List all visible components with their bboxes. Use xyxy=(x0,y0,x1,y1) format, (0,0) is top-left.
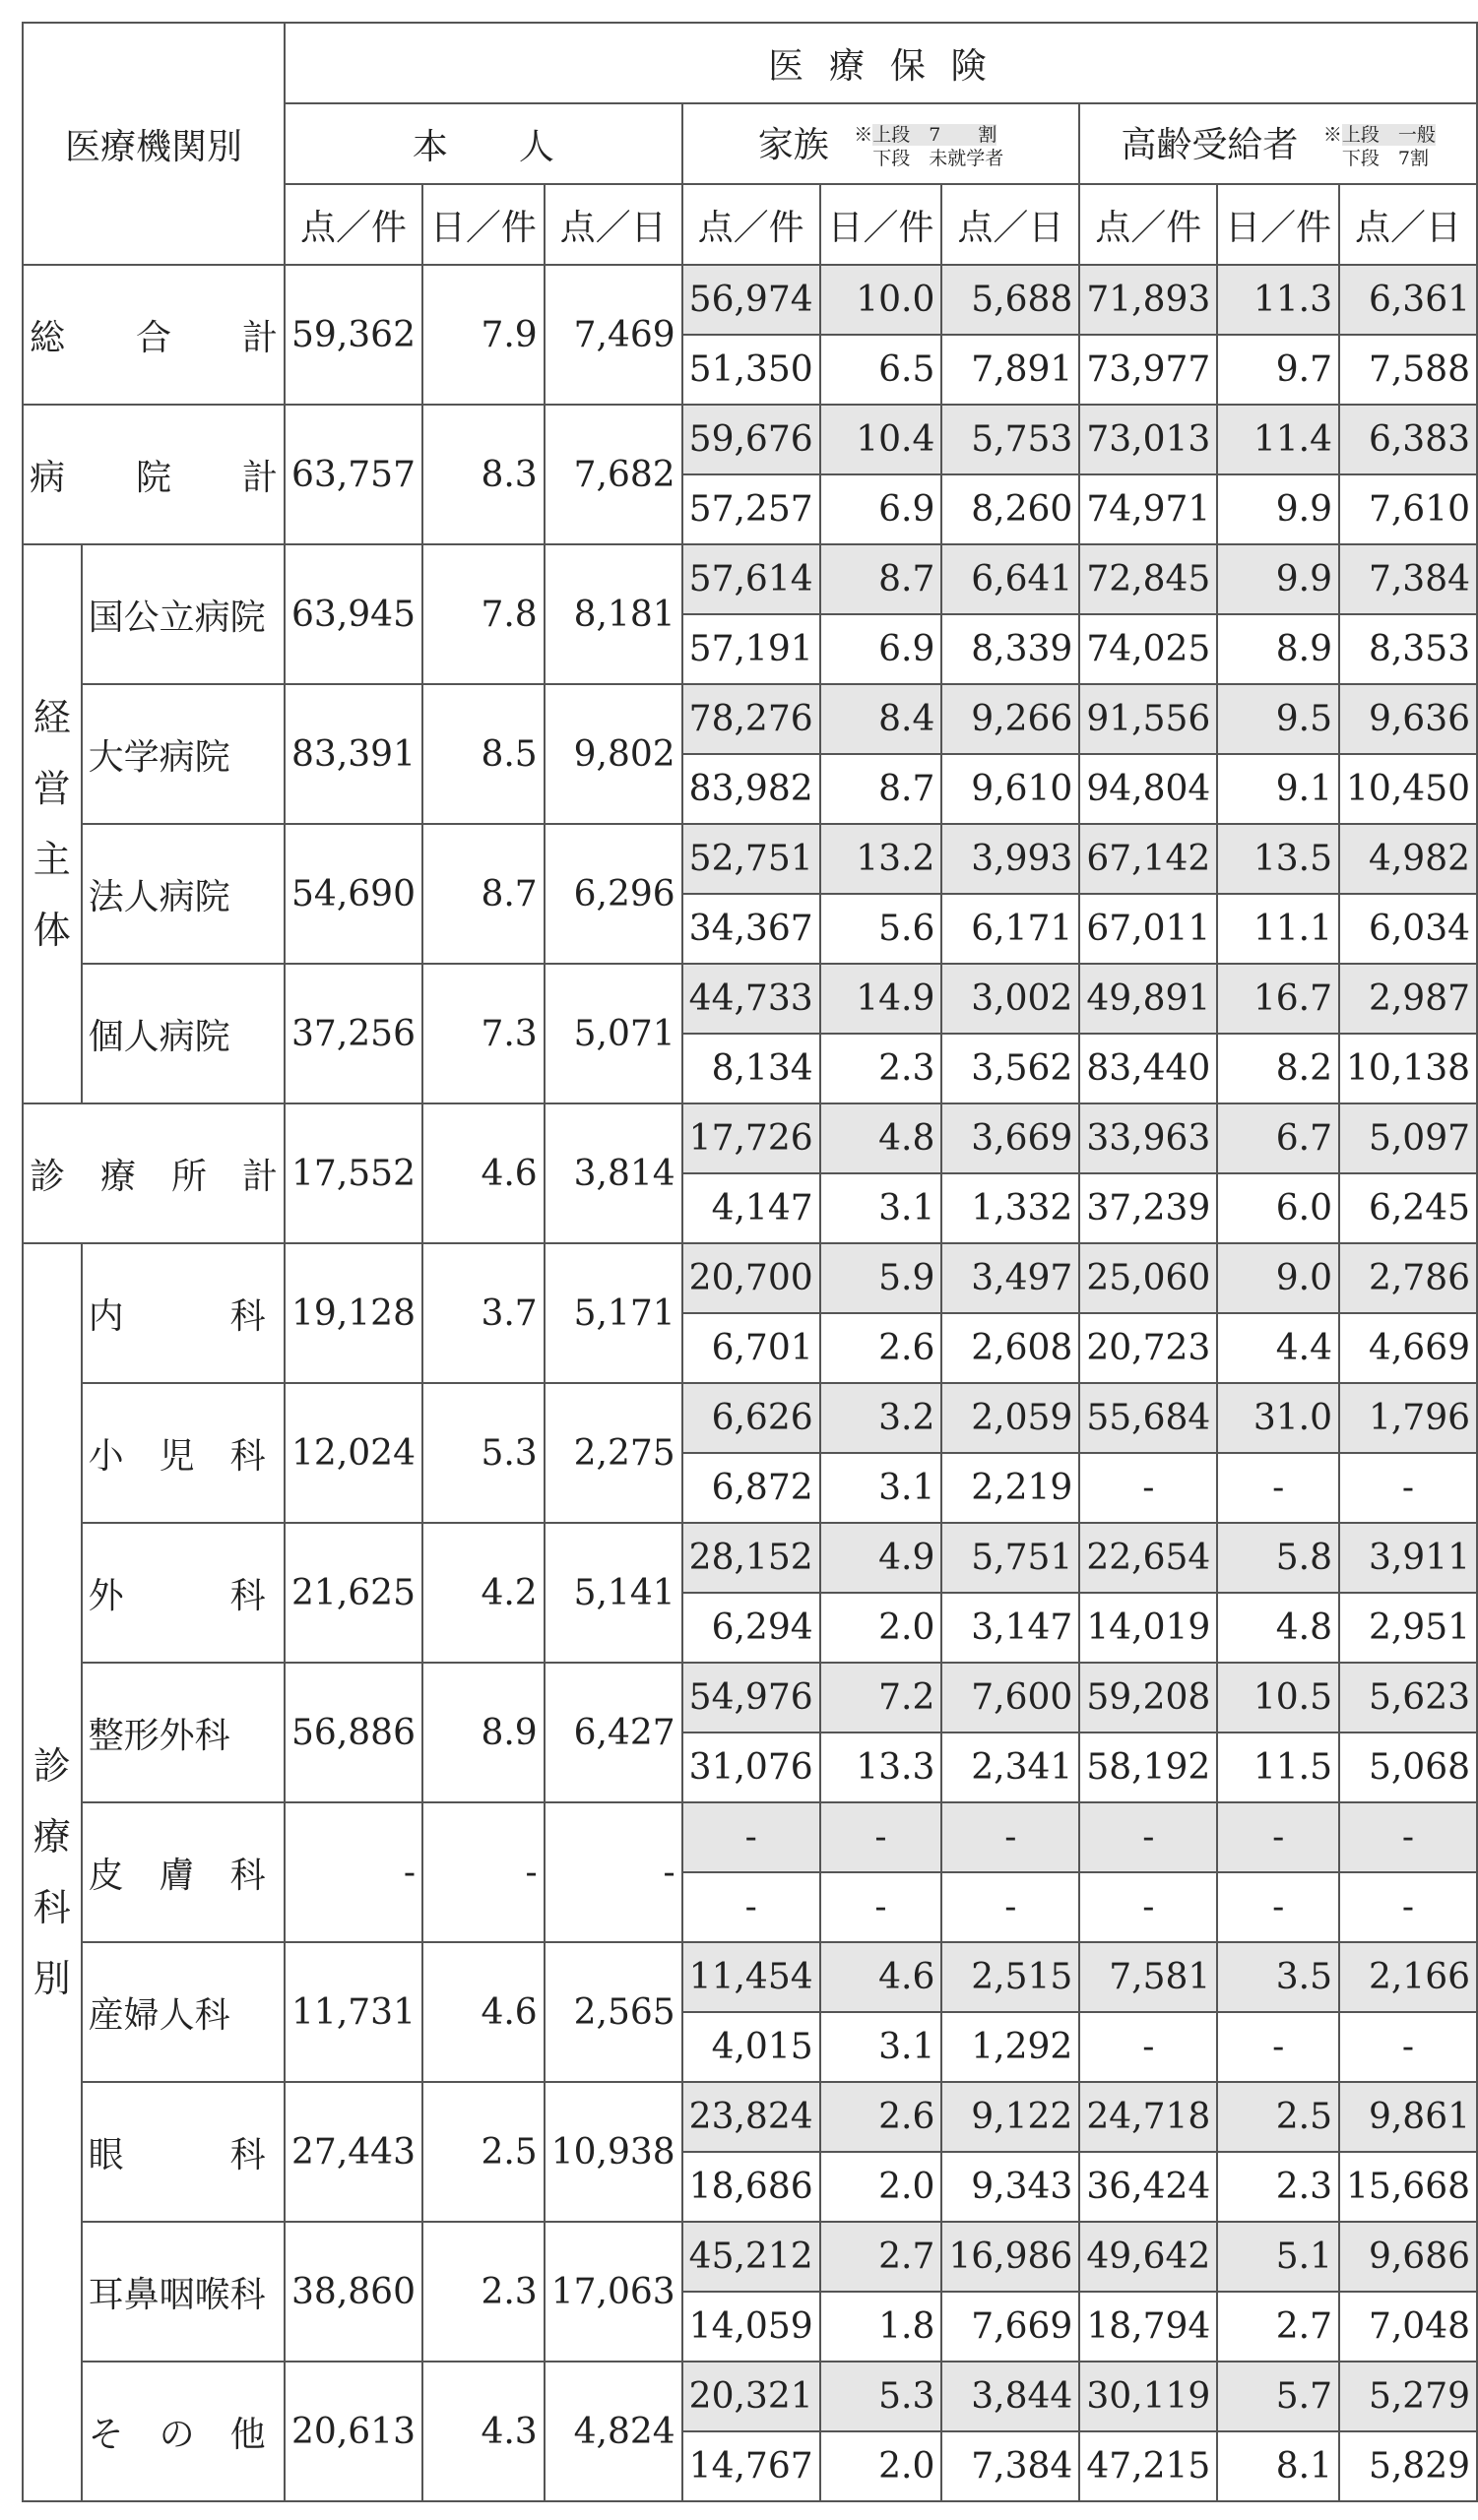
kazoku-upper-cell: 2,515 xyxy=(941,1942,1079,2012)
koureisha-upper-cell: 5,279 xyxy=(1339,2362,1477,2431)
koureisha-lower-cell: 4,669 xyxy=(1339,1313,1477,1383)
honnin-cell: 7.8 xyxy=(422,544,545,684)
koureisha-upper-cell: 33,963 xyxy=(1079,1103,1217,1173)
koureisha-upper-cell: 2,166 xyxy=(1339,1942,1477,2012)
medical-cost-table xyxy=(22,22,1478,2502)
koureisha-upper-cell: 49,891 xyxy=(1079,964,1217,1034)
kazoku-lower-cell: 2,341 xyxy=(941,1732,1079,1802)
honnin-cell: 27,443 xyxy=(285,2082,422,2222)
kazoku-lower-cell: 3,562 xyxy=(941,1034,1079,1103)
koureisha-lower-cell: 8.1 xyxy=(1217,2431,1339,2501)
koureisha-lower-cell: 10,450 xyxy=(1339,754,1477,824)
table-row xyxy=(23,1942,1477,2012)
honnin-cell: 7,469 xyxy=(545,265,682,405)
honnin-cell: 54,690 xyxy=(285,824,422,964)
row-label: 病 院 計 xyxy=(23,405,285,544)
table-row xyxy=(23,824,1477,894)
koureisha-lower-cell: 4.8 xyxy=(1217,1593,1339,1663)
row-label: 外 科 xyxy=(82,1523,285,1663)
kazoku-upper-cell: 3,993 xyxy=(941,824,1079,894)
kazoku-upper-cell: 5,688 xyxy=(941,265,1079,335)
honnin-cell: 8,181 xyxy=(545,544,682,684)
kazoku-upper-cell: 6,641 xyxy=(941,544,1079,614)
koureisha-upper-cell: 6.7 xyxy=(1217,1103,1339,1173)
koureisha-lower-cell: 47,215 xyxy=(1079,2431,1217,2501)
kazoku-lower-cell: - xyxy=(820,1872,942,1942)
koureisha-lower-cell: - xyxy=(1339,1872,1477,1942)
koureisha-note-lower: 下段 7割 xyxy=(1341,147,1429,169)
koureisha-lower-cell: 58,192 xyxy=(1079,1732,1217,1802)
honnin-cell: 59,362 xyxy=(285,265,422,405)
koureisha-upper-cell: 6,361 xyxy=(1339,265,1477,335)
kazoku-upper-cell: 20,321 xyxy=(682,2362,820,2431)
honnin-cell: 4.6 xyxy=(422,1942,545,2082)
honnin-cell: 2.3 xyxy=(422,2222,545,2362)
kazoku-lower-cell: 3.1 xyxy=(820,1453,942,1523)
koureisha-upper-cell: 73,013 xyxy=(1079,405,1217,474)
kazoku-upper-cell: 3,497 xyxy=(941,1243,1079,1313)
kazoku-lower-cell: 57,191 xyxy=(682,614,820,684)
honnin-cell: 37,256 xyxy=(285,964,422,1103)
kazoku-upper-cell: 2.7 xyxy=(820,2222,942,2292)
honnin-cell: 12,024 xyxy=(285,1383,422,1523)
koureisha-upper-cell: 2.5 xyxy=(1217,2082,1339,2152)
kazoku-upper-cell: 13.2 xyxy=(820,824,942,894)
koureisha-lower-cell: 6.0 xyxy=(1217,1173,1339,1243)
kazoku-upper-cell: 28,152 xyxy=(682,1523,820,1593)
kazoku-upper-cell: 2,059 xyxy=(941,1383,1079,1453)
kazoku-lower-cell: 3,147 xyxy=(941,1593,1079,1663)
kazoku-lower-cell: - xyxy=(682,1872,820,1942)
kazoku-upper-cell: 5,753 xyxy=(941,405,1079,474)
honnin-cell: 5,141 xyxy=(545,1523,682,1663)
table-row xyxy=(23,405,1477,474)
koureisha-upper-cell: 3,911 xyxy=(1339,1523,1477,1593)
honnin-cell: 83,391 xyxy=(285,684,422,824)
koureisha-lower-cell: 14,019 xyxy=(1079,1593,1217,1663)
koureisha-upper-cell: 11.4 xyxy=(1217,405,1339,474)
kazoku-label: 家族 xyxy=(757,124,829,165)
row-label: 皮 膚 科 xyxy=(82,1802,285,1942)
kazoku-lower-cell: 7,891 xyxy=(941,335,1079,405)
koureisha-lower-cell: 8,353 xyxy=(1339,614,1477,684)
kazoku-upper-cell: 6,626 xyxy=(682,1383,820,1453)
honnin-cell: 38,860 xyxy=(285,2222,422,2362)
honnin-cell: 63,757 xyxy=(285,405,422,544)
koureisha-lower-cell: 73,977 xyxy=(1079,335,1217,405)
honnin-cell: 10,938 xyxy=(545,2082,682,2222)
kazoku-upper-cell: 3.2 xyxy=(820,1383,942,1453)
kazoku-lower-cell: 8,339 xyxy=(941,614,1079,684)
koureisha-lower-cell: 7,048 xyxy=(1339,2292,1477,2362)
kazoku-lower-cell: 13.3 xyxy=(820,1732,942,1802)
kazoku-upper-cell: 4.8 xyxy=(820,1103,942,1173)
honnin-cell: 19,128 xyxy=(285,1243,422,1383)
koureisha-upper-cell: 9.5 xyxy=(1217,684,1339,754)
kazoku-upper-cell: - xyxy=(820,1802,942,1872)
koureisha-lower-cell: 36,424 xyxy=(1079,2152,1217,2222)
kazoku-upper-cell: 54,976 xyxy=(682,1663,820,1732)
koureisha-upper-cell: 4,982 xyxy=(1339,824,1477,894)
koureisha-lower-cell: 20,723 xyxy=(1079,1313,1217,1383)
koureisha-lower-cell: 9.9 xyxy=(1217,474,1339,544)
koureisha-upper-cell: - xyxy=(1217,1802,1339,1872)
row-label: 大学病院 xyxy=(82,684,285,824)
kazoku-lower-cell: 2.6 xyxy=(820,1313,942,1383)
koureisha-note-mark: ※ xyxy=(1322,123,1342,146)
kazoku-lower-cell: 2.0 xyxy=(820,2431,942,2501)
koureisha-upper-cell: - xyxy=(1339,1802,1477,1872)
koureisha-lower-cell: 83,440 xyxy=(1079,1034,1217,1103)
kazoku-upper-cell: 9,122 xyxy=(941,2082,1079,2152)
koureisha-lower-cell: 2.7 xyxy=(1217,2292,1339,2362)
kazoku-upper-cell: 8.7 xyxy=(820,544,942,614)
kazoku-lower-cell: 3.1 xyxy=(820,2012,942,2082)
honnin-cell: 8.9 xyxy=(422,1663,545,1802)
row-label: 整形外科 xyxy=(82,1663,285,1802)
koureisha-lower-cell: 37,239 xyxy=(1079,1173,1217,1243)
kazoku-upper-cell: 11,454 xyxy=(682,1942,820,2012)
koureisha-upper-cell: 3.5 xyxy=(1217,1942,1339,2012)
honnin-cell: 9,802 xyxy=(545,684,682,824)
kazoku-upper-cell: 10.0 xyxy=(820,265,942,335)
honnin-cell: - xyxy=(285,1802,422,1942)
koureisha-upper-cell: 31.0 xyxy=(1217,1383,1339,1453)
koureisha-upper-cell: 9,686 xyxy=(1339,2222,1477,2292)
kazoku-upper-cell: 56,974 xyxy=(682,265,820,335)
kazoku-upper-cell: 3,844 xyxy=(941,2362,1079,2431)
kazoku-lower-cell: 6,294 xyxy=(682,1593,820,1663)
table-row xyxy=(23,1802,1477,1872)
koureisha-note xyxy=(1323,124,1436,171)
kazoku-lower-cell: 8.7 xyxy=(820,754,942,824)
kazoku-lower-cell: 6.9 xyxy=(820,474,942,544)
kazoku-upper-cell: 2.6 xyxy=(820,2082,942,2152)
kazoku-lower-cell: 14,059 xyxy=(682,2292,820,2362)
koureisha-upper-cell: 22,654 xyxy=(1079,1523,1217,1593)
honnin-cell: 5,171 xyxy=(545,1243,682,1383)
kazoku-lower-cell: 8,260 xyxy=(941,474,1079,544)
honnin-cell: 8.7 xyxy=(422,824,545,964)
subheader-cell: 点／日 xyxy=(545,184,682,265)
honnin-cell: 56,886 xyxy=(285,1663,422,1802)
honnin-cell: 3.7 xyxy=(422,1243,545,1383)
honnin-cell: - xyxy=(545,1802,682,1942)
kazoku-lower-cell: 2.3 xyxy=(820,1034,942,1103)
koureisha-lower-cell: 7,610 xyxy=(1339,474,1477,544)
kazoku-upper-cell: 5.9 xyxy=(820,1243,942,1313)
kazoku-lower-cell: - xyxy=(941,1872,1079,1942)
koureisha-upper-cell: 2,786 xyxy=(1339,1243,1477,1313)
kazoku-lower-cell: 6,872 xyxy=(682,1453,820,1523)
table-row xyxy=(23,1523,1477,1593)
row-label: 耳鼻咽喉科 xyxy=(82,2222,285,2362)
kazoku-lower-cell: 3.1 xyxy=(820,1173,942,1243)
subheader-cell: 点／件 xyxy=(682,184,820,265)
koureisha-lower-cell: 18,794 xyxy=(1079,2292,1217,2362)
koureisha-note-upper: 上段 一般 xyxy=(1341,123,1436,146)
kazoku-lower-cell: 4,147 xyxy=(682,1173,820,1243)
kazoku-upper-cell: 57,614 xyxy=(682,544,820,614)
kazoku-lower-cell: 8,134 xyxy=(682,1034,820,1103)
kazoku-lower-cell: 9,610 xyxy=(941,754,1079,824)
koureisha-upper-cell: 9,861 xyxy=(1339,2082,1477,2152)
honnin-cell: 4.3 xyxy=(422,2362,545,2501)
koureisha-lower-cell: 9.1 xyxy=(1217,754,1339,824)
honnin-cell: 2.5 xyxy=(422,2082,545,2222)
kazoku-upper-cell: 5.3 xyxy=(820,2362,942,2431)
koureisha-upper-cell: 5.8 xyxy=(1217,1523,1339,1593)
koureisha-upper-cell: 5,623 xyxy=(1339,1663,1477,1732)
kazoku-upper-cell: 7.2 xyxy=(820,1663,942,1732)
kazoku-upper-cell: 44,733 xyxy=(682,964,820,1034)
honnin-cell: 8.5 xyxy=(422,684,545,824)
koureisha-lower-cell: - xyxy=(1217,2012,1339,2082)
koureisha-upper-cell: 55,684 xyxy=(1079,1383,1217,1453)
koureisha-lower-cell: - xyxy=(1339,2012,1477,2082)
kazoku-upper-cell: 4.9 xyxy=(820,1523,942,1593)
row-label: そ の 他 xyxy=(82,2362,285,2501)
koureisha-lower-cell: 11.5 xyxy=(1217,1732,1339,1802)
kazoku-upper-cell: 17,726 xyxy=(682,1103,820,1173)
kazoku-lower-cell: 6.5 xyxy=(820,335,942,405)
kazoku-lower-cell: 2.0 xyxy=(820,2152,942,2222)
kazoku-lower-cell: 7,669 xyxy=(941,2292,1079,2362)
koureisha-lower-cell: 2.3 xyxy=(1217,2152,1339,2222)
kazoku-lower-cell: 34,367 xyxy=(682,894,820,964)
honnin-cell: 2,565 xyxy=(545,1942,682,2082)
kazoku-lower-cell: 5.6 xyxy=(820,894,942,964)
honnin-cell: 5,071 xyxy=(545,964,682,1103)
kazoku-upper-cell: 3,002 xyxy=(941,964,1079,1034)
honnin-cell: 5.3 xyxy=(422,1383,545,1523)
kazoku-lower-cell: 6,701 xyxy=(682,1313,820,1383)
kazoku-upper-cell: 7,600 xyxy=(941,1663,1079,1732)
koureisha-upper-cell: 9.0 xyxy=(1217,1243,1339,1313)
kazoku-lower-cell: 14,767 xyxy=(682,2431,820,2501)
subheader-cell: 点／件 xyxy=(1079,184,1217,265)
table-row xyxy=(23,2082,1477,2152)
kazoku-lower-cell: 2,608 xyxy=(941,1313,1079,1383)
kazoku-lower-cell: 7,384 xyxy=(941,2431,1079,2501)
honnin-cell: 7.9 xyxy=(422,265,545,405)
koureisha-upper-cell: 91,556 xyxy=(1079,684,1217,754)
koureisha-upper-cell: 16.7 xyxy=(1217,964,1339,1034)
table-row xyxy=(23,964,1477,1034)
koureisha-lower-cell: 15,668 xyxy=(1339,2152,1477,2222)
kazoku-upper-cell: 20,700 xyxy=(682,1243,820,1313)
row-label: 総 合 計 xyxy=(23,265,285,405)
koureisha-lower-cell: 7,588 xyxy=(1339,335,1477,405)
koureisha-lower-cell: 5,829 xyxy=(1339,2431,1477,2501)
koureisha-upper-cell: 30,119 xyxy=(1079,2362,1217,2431)
honnin-cell: 4.6 xyxy=(422,1103,545,1243)
kazoku-upper-cell: 14.9 xyxy=(820,964,942,1034)
honnin-cell: 7.3 xyxy=(422,964,545,1103)
koureisha-lower-cell: 2,951 xyxy=(1339,1593,1477,1663)
table-row xyxy=(23,2362,1477,2431)
kazoku-note-mark: ※ xyxy=(854,123,873,146)
koureisha-upper-cell: 5,097 xyxy=(1339,1103,1477,1173)
koureisha-upper-cell: 7,384 xyxy=(1339,544,1477,614)
honnin-cell: 7,682 xyxy=(545,405,682,544)
koureisha-lower-cell: 11.1 xyxy=(1217,894,1339,964)
kazoku-upper-cell: 23,824 xyxy=(682,2082,820,2152)
koureisha-upper-cell: 1,796 xyxy=(1339,1383,1477,1453)
subheader-cell: 日／件 xyxy=(422,184,545,265)
row-label: 法人病院 xyxy=(82,824,285,964)
kazoku-upper-cell: - xyxy=(941,1802,1079,1872)
honnin-cell: 8.3 xyxy=(422,405,545,544)
kazoku-lower-cell: 4,015 xyxy=(682,2012,820,2082)
koureisha-label: 高齢受給者 xyxy=(1121,124,1299,165)
koureisha-upper-cell: 49,642 xyxy=(1079,2222,1217,2292)
row-label: 内 科 xyxy=(82,1243,285,1383)
kazoku-upper-cell: 78,276 xyxy=(682,684,820,754)
kazoku-lower-cell: 1,292 xyxy=(941,2012,1079,2082)
kazoku-lower-cell: 2,219 xyxy=(941,1453,1079,1523)
kazoku-lower-cell: 6,171 xyxy=(941,894,1079,964)
koureisha-upper-cell: 25,060 xyxy=(1079,1243,1217,1313)
koureisha-upper-cell: 24,718 xyxy=(1079,2082,1217,2152)
koureisha-lower-cell: - xyxy=(1339,1453,1477,1523)
koureisha-upper-cell: - xyxy=(1079,1802,1217,1872)
koureisha-lower-cell: 6,034 xyxy=(1339,894,1477,964)
kazoku-upper-cell: 52,751 xyxy=(682,824,820,894)
honnin-cell: 63,945 xyxy=(285,544,422,684)
table-row xyxy=(23,1383,1477,1453)
kazoku-note xyxy=(854,124,1003,171)
kazoku-lower-cell: 2.0 xyxy=(820,1593,942,1663)
table-row xyxy=(23,1243,1477,1313)
kazoku-lower-cell: 57,257 xyxy=(682,474,820,544)
row-label: 産婦人科 xyxy=(82,1942,285,2082)
koureisha-upper-cell: 67,142 xyxy=(1079,824,1217,894)
group-label-shinryouka: 診 療 科 別 xyxy=(23,1243,82,2501)
kazoku-note-lower: 下段 未就学者 xyxy=(872,147,1004,169)
row-label: 個人病院 xyxy=(82,964,285,1103)
honnin-cell: 21,625 xyxy=(285,1523,422,1663)
koureisha-lower-cell: 8.2 xyxy=(1217,1034,1339,1103)
kazoku-lower-cell: 51,350 xyxy=(682,335,820,405)
koureisha-upper-cell: 6,383 xyxy=(1339,405,1477,474)
kazoku-upper-cell: - xyxy=(682,1802,820,1872)
table-row xyxy=(23,684,1477,754)
honnin-cell: 17,063 xyxy=(545,2222,682,2362)
table-row xyxy=(23,1103,1477,1173)
kazoku-upper-cell: 45,212 xyxy=(682,2222,820,2292)
kazoku-upper-cell: 4.6 xyxy=(820,1942,942,2012)
koureisha-upper-cell: 5.1 xyxy=(1217,2222,1339,2292)
koureisha-lower-cell: 6,245 xyxy=(1339,1173,1477,1243)
koureisha-lower-cell: 8.9 xyxy=(1217,614,1339,684)
kazoku-upper-cell: 9,266 xyxy=(941,684,1079,754)
koureisha-upper-cell: 9.9 xyxy=(1217,544,1339,614)
honnin-cell: 11,731 xyxy=(285,1942,422,2082)
kazoku-lower-cell: 83,982 xyxy=(682,754,820,824)
honnin-cell: - xyxy=(422,1802,545,1942)
honnin-cell: 4,824 xyxy=(545,2362,682,2501)
koureisha-lower-cell: - xyxy=(1079,1872,1217,1942)
honnin-cell: 20,613 xyxy=(285,2362,422,2501)
row-label: 小 児 科 xyxy=(82,1383,285,1523)
koureisha-upper-cell: 59,208 xyxy=(1079,1663,1217,1732)
koureisha-lower-cell: - xyxy=(1217,1453,1339,1523)
honnin-cell: 17,552 xyxy=(285,1103,422,1243)
honnin-cell: 2,275 xyxy=(545,1383,682,1523)
koureisha-lower-cell: 9.7 xyxy=(1217,335,1339,405)
koureisha-lower-cell: - xyxy=(1079,2012,1217,2082)
kazoku-lower-cell: 1.8 xyxy=(820,2292,942,2362)
subheader-cell: 点／日 xyxy=(1339,184,1477,265)
kazoku-upper-cell: 3,669 xyxy=(941,1103,1079,1173)
koureisha-lower-cell: - xyxy=(1079,1453,1217,1523)
table-row xyxy=(23,544,1477,614)
koureisha-upper-cell: 2,987 xyxy=(1339,964,1477,1034)
kazoku-lower-cell: 9,343 xyxy=(941,2152,1079,2222)
kazoku-upper-cell: 59,676 xyxy=(682,405,820,474)
koureisha-lower-cell: 74,971 xyxy=(1079,474,1217,544)
koureisha-lower-cell: - xyxy=(1217,1872,1339,1942)
koureisha-lower-cell: 67,011 xyxy=(1079,894,1217,964)
group-label-keiei: 経 営 主 体 xyxy=(23,544,82,1103)
koureisha-lower-cell: 10,138 xyxy=(1339,1034,1477,1103)
koureisha-lower-cell: 5,068 xyxy=(1339,1732,1477,1802)
honnin-header: 本 人 xyxy=(285,103,682,184)
koureisha-lower-cell: 4.4 xyxy=(1217,1313,1339,1383)
row-label: 国公立病院 xyxy=(82,544,285,684)
kazoku-lower-cell: 6.9 xyxy=(820,614,942,684)
subheader-cell: 日／件 xyxy=(820,184,942,265)
koureisha-upper-cell: 7,581 xyxy=(1079,1942,1217,2012)
koureisha-upper-cell: 72,845 xyxy=(1079,544,1217,614)
kazoku-lower-cell: 1,332 xyxy=(941,1173,1079,1243)
row-label: 診 療 所 計 xyxy=(23,1103,285,1243)
kazoku-upper-cell: 10.4 xyxy=(820,405,942,474)
honnin-cell: 6,427 xyxy=(545,1663,682,1802)
subheader-cell: 点／日 xyxy=(941,184,1079,265)
koureisha-upper-cell: 11.3 xyxy=(1217,265,1339,335)
kazoku-header xyxy=(682,103,1080,184)
koureisha-header xyxy=(1079,103,1477,184)
koureisha-lower-cell: 74,025 xyxy=(1079,614,1217,684)
table-row xyxy=(23,265,1477,335)
subheader-cell: 点／件 xyxy=(285,184,422,265)
koureisha-upper-cell: 13.5 xyxy=(1217,824,1339,894)
kazoku-upper-cell: 5,751 xyxy=(941,1523,1079,1593)
kazoku-upper-cell: 16,986 xyxy=(941,2222,1079,2292)
kazoku-lower-cell: 31,076 xyxy=(682,1732,820,1802)
koureisha-upper-cell: 5.7 xyxy=(1217,2362,1339,2431)
table-row xyxy=(23,2222,1477,2292)
insurance-header: 医 療 保 険 xyxy=(285,23,1477,103)
honnin-cell: 3,814 xyxy=(545,1103,682,1243)
honnin-cell: 6,296 xyxy=(545,824,682,964)
category-header: 医療機関別 xyxy=(23,23,285,265)
honnin-cell: 4.2 xyxy=(422,1523,545,1663)
table-row xyxy=(23,1663,1477,1732)
koureisha-upper-cell: 71,893 xyxy=(1079,265,1217,335)
kazoku-upper-cell: 8.4 xyxy=(820,684,942,754)
subheader-cell: 日／件 xyxy=(1217,184,1339,265)
kazoku-lower-cell: 18,686 xyxy=(682,2152,820,2222)
koureisha-upper-cell: 10.5 xyxy=(1217,1663,1339,1732)
koureisha-upper-cell: 9,636 xyxy=(1339,684,1477,754)
row-label: 眼 科 xyxy=(82,2082,285,2222)
kazoku-note-upper: 上段 7 割 xyxy=(872,123,997,146)
koureisha-lower-cell: 94,804 xyxy=(1079,754,1217,824)
